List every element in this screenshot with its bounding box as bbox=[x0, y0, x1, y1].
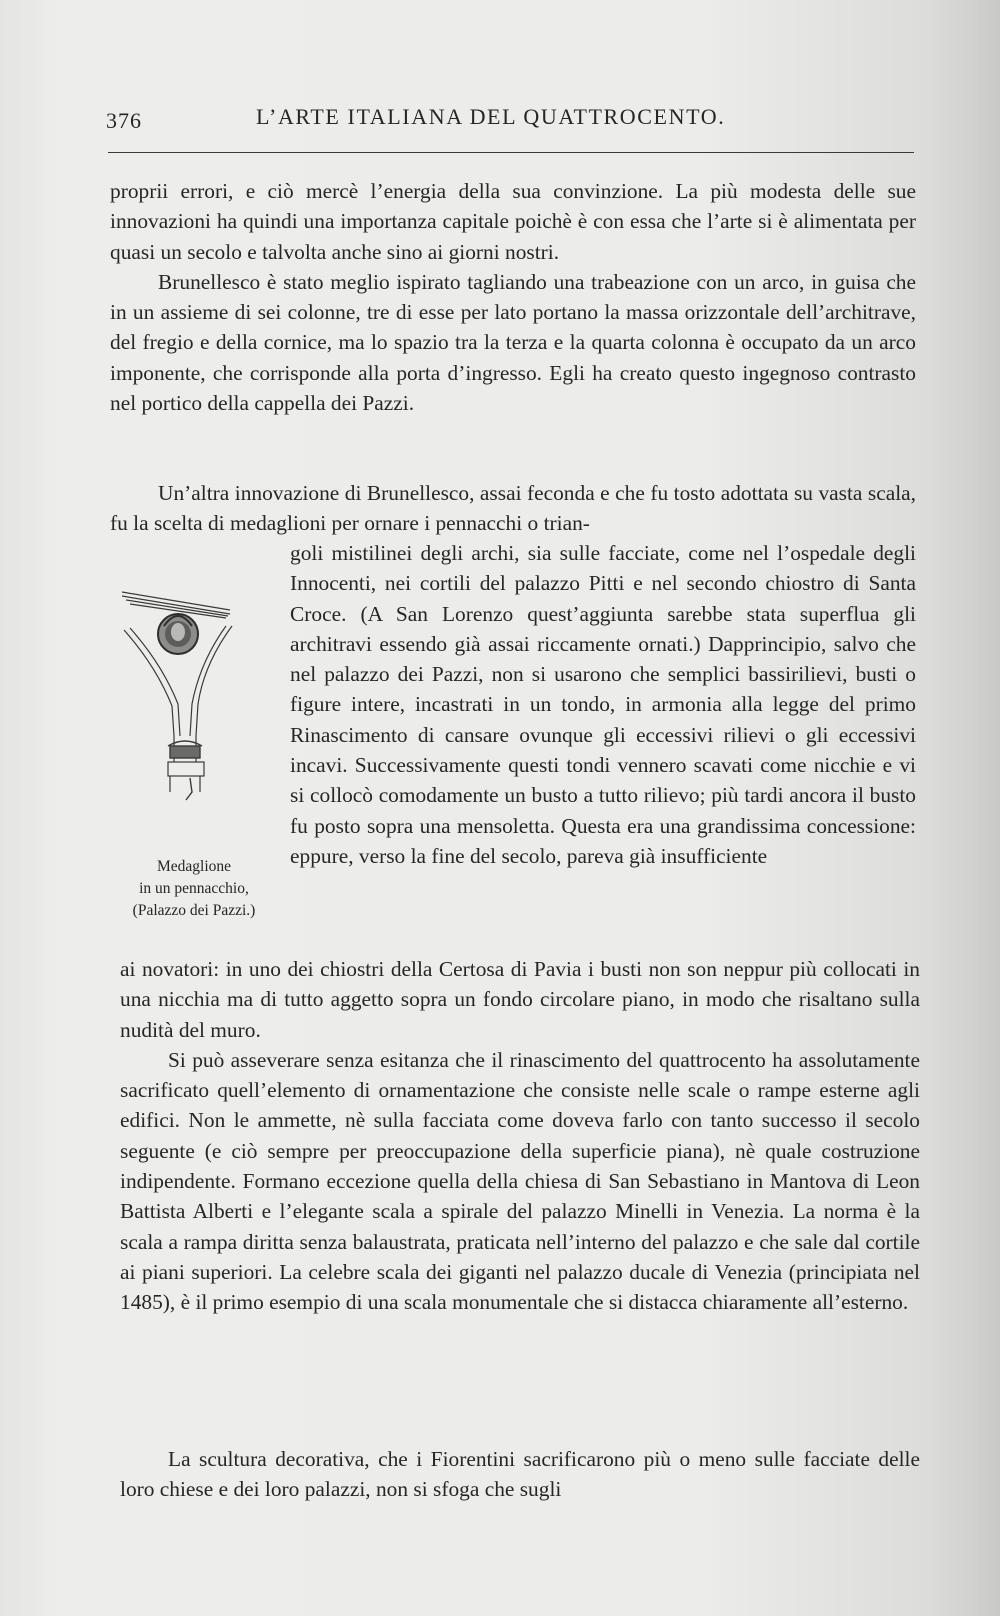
figure-caption bbox=[108, 856, 280, 922]
caption-line-2: in un pennacchio, bbox=[139, 880, 249, 897]
text-block-bottom bbox=[120, 1444, 920, 1505]
caption-line-1: Medaglione bbox=[156, 858, 232, 875]
page-number: 376 bbox=[106, 108, 142, 133]
paragraph-3-intro: Un’altra innovazione di Brunellesco, assai feconda e che fu tosto adottata su vasta scala, fu la scelta di medaglioni per ornare i pennacchi o trian- bbox=[110, 481, 916, 536]
paragraph-5: La scultura decorativa, che i Fiorentini sacrificarono più o meno sulle facciate delle loro chiese e dei loro palazzi, non si sfoga che sugli bbox=[120, 1447, 920, 1502]
paragraph-1: proprii errori, e ciò mercè l’energia della sua convinzione. La più modesta delle sue innovazioni ha quindi una importanza capitale poichè è con essa che l’arte si è alimentata per quasi un secolo e talvolta anche sino ai giorni nostri. bbox=[110, 179, 916, 264]
paragraph-4: Si può asseverare senza esitanza che il rinascimento del quattrocento ha assolutamente sacrificato quell’elemento di ornamentazione che consiste nelle scale o rampe esterne agli edifici. Non le ammette, nè sulla facciata come doveva farlo con tanto successo il secolo seguente (e ciò sempre per preoccupazione della superficie piana), nè quale costruzione indipendente. Formano eccezione quella della chiesa di San Sebastiano in Mantova di Leon Battista Alberti e l’elegante scala a spirale del palazzo Minelli in Venezia. La norma è la scala a rampa diritta senza balaustrata, praticata nell’interno del palazzo e che sale dal cortile ai piani superiori. La celebre scala dei giganti nel palazzo ducale di Venezia (principiata nel 1485), è il primo esempio di una scala monumentale che si distacca chiaramente all’esterno. bbox=[120, 1047, 920, 1315]
paragraph-2: Brunellesco è stato meglio ispirato tagliando una trabeazione con un arco, in guisa che in un assieme di sei colonne, tre di esse per lato portano la massa orizzontale dell’architrave, del fregio e della cornice, ma lo spazio tra la terza e la quarta colonna è occupato da un arco imponente, che corrisponde alla porta d’ingresso. Egli ha creato questo ingegnoso contrasto nel portico della cappella dei Pazzi. bbox=[110, 269, 916, 416]
text-block-intro bbox=[110, 478, 916, 539]
medallion-figure bbox=[108, 586, 280, 919]
pendentive-illustration bbox=[108, 586, 280, 826]
text-block-continued bbox=[120, 954, 920, 1318]
text-block-beside-figure bbox=[290, 538, 916, 871]
medallion-icon bbox=[158, 614, 198, 654]
capital-icon bbox=[168, 741, 202, 800]
running-header bbox=[104, 104, 916, 138]
paragraph-3-continued: ai novatori: in uno dei chiostri della Certosa di Pavia i busti non son neppur più collocati in una nicchia ma di tutto aggetto sopra un fondo circolare piano, in modo che risaltano sulla nudità del muro. bbox=[120, 957, 920, 1042]
text-block-top bbox=[110, 176, 916, 418]
header-rule bbox=[108, 152, 914, 153]
caption-line-3: (Palazzo dei Pazzi.) bbox=[132, 902, 256, 919]
paragraph-3-beside-figure: goli mistilinei degli archi, sia sulle facciate, come nel l’ospedale degli Innocenti, nei cortili del palazzo Pitti e nel secondo chiostro di Santa Croce. (A San Lorenzo quest’aggiunta sarebbe stata superflua gli architravi essendo già assai riccamente ornati.) Dapprincipio, salvo che nel palazzo dei Pazzi, non si usarono che semplici bassirilievi, busti o figure intere, incastrati in un tondo, in armonia alla legge del primo Rinascimento di cansare ovunque gli eccessivi rilievi o gli eccessivi incavi. Successivamente questi tondi vennero scavati come nicchie e vi si collocò comodamente un busto a tutto rilievo; più tardi ancora il busto fu posto sopra una mensoletta. Questa era una grandissima concessione: eppure, verso la fine del secolo, pareva già insufficiente bbox=[290, 541, 916, 868]
running-title: L’ARTE ITALIANA DEL QUATTROCENTO. bbox=[256, 104, 726, 129]
